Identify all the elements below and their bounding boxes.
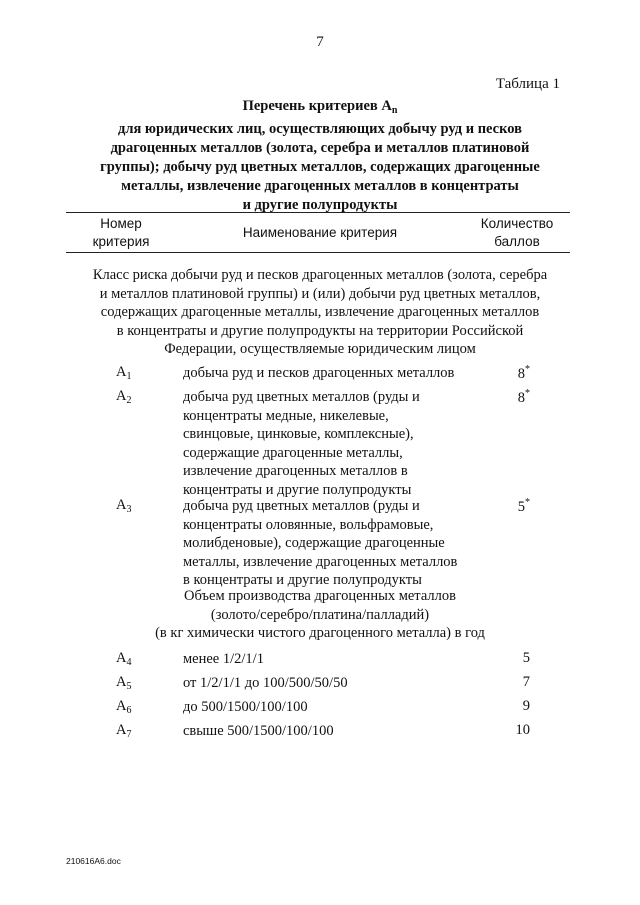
criterion-name-a3: добыча руд цветных металлов (руды и концентраты оловянные, вольфрамовые, молибденовые), содержащие драгоценные металлы, извлечение драгоценных металлов в концентраты и другие полупродукты [183,498,458,588]
table-label: Таблица 1 [495,76,560,92]
column-header-score: Количество баллов [480,216,554,249]
title-line: драгоценных металлов (золота, серебра и металлов платиновой [110,140,530,156]
title-line: Перечень критериев $А_n$ [242,98,398,116]
table-header-top-rule [66,212,570,213]
criterion-code-a7: $А_7$ [116,722,132,740]
criterion-score-a4: 5 [522,650,530,666]
title-line: и другие полупродукты [242,197,398,213]
criterion-score-a7: 10 [515,722,530,738]
criterion-score-a2: 8* [517,388,530,406]
criterion-code-a1: $А_1$ [116,364,132,382]
title-line: металлы, извлечение драгоценных металлов в концентраты [121,178,519,194]
criterion-code-a6: $А_6$ [116,698,132,716]
criterion-name-a4: менее 1/2/1/1 [183,651,264,667]
column-header-number: Номер критерия [92,216,150,249]
criterion-code-a4: $А_4$ [116,650,132,668]
page-number: 7 [316,34,324,50]
column-header-name: Наименование критерия [242,225,398,240]
criterion-score-a3: 5* [517,497,530,515]
criterion-score-a6: 9 [522,698,530,714]
document-title [40,97,600,215]
criterion-code-a5: $А_5$ [116,674,132,692]
criterion-name-a1: добыча руд и песков драгоценных металлов [183,365,455,381]
criterion-name-a6: до 500/1500/100/100 [183,699,308,715]
table-header-bottom-rule [66,252,570,253]
criterion-code-a3: $А_3$ [116,497,132,515]
criterion-score-a1: 8* [517,364,530,382]
production-volume-heading: Объем производства драгоценных металлов (золото/серебро/платина/палладий) (в кг химически чистого драгоценного металла) в год [155,588,485,641]
risk-class-heading: Класс риска добычи руд и песков драгоценных металлов (золота, серебра и металлов платиновой группы) и (или) добычи руд цветных металлов, содержащих драгоценные металлы, извлечение драгоценных металлов в концентраты и другие полупродукты на территории Российской Федерации, осуществляемые юридическим лицом [92,267,548,357]
criterion-code-a2: $А_2$ [116,388,132,406]
title-subscript: n [391,105,398,116]
criterion-name-a5: от 1/2/1/1 до 100/500/50/50 [183,675,348,691]
criterion-name-a7: свыше 500/1500/100/100 [183,723,334,739]
criterion-name-a2: добыча руд цветных металлов (руды и концентраты медные, никелевые, свинцовые, цинковые, комплексные), содержащие драгоценные металлы, извлечение драгоценных металлов в концентраты и другие полупродукты [183,389,420,498]
criterion-score-a5: 7 [522,674,530,690]
title-line: для юридических лиц, осуществляющих добычу руд и песков [117,121,522,137]
title-line: группы); добычу руд цветных металлов, содержащих драгоценные [100,159,540,175]
footer-filename: 210616А6.doc [66,856,121,866]
